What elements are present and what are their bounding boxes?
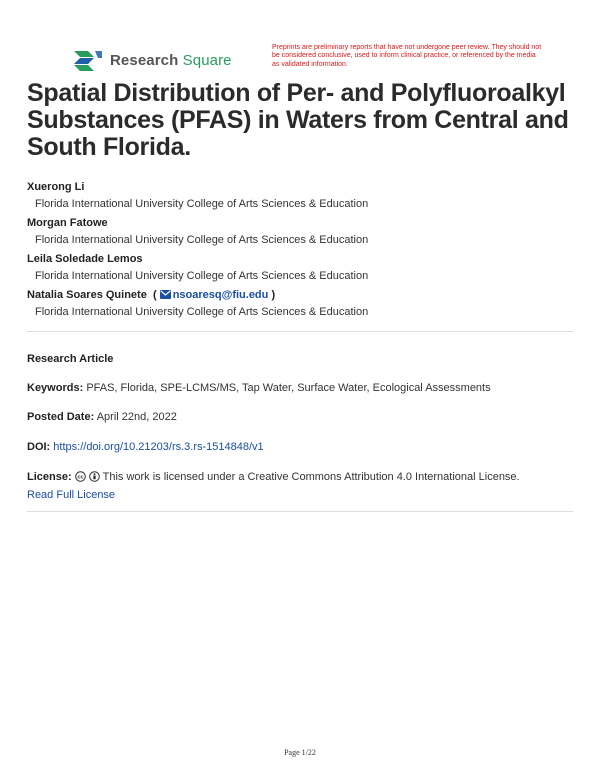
author-list <box>27 179 575 323</box>
keywords-label: Keywords: <box>27 382 84 394</box>
doi-row <box>27 439 575 455</box>
author-name: Morgan Fatowe <box>27 217 108 229</box>
logo-text-primary: Research <box>110 51 179 69</box>
email-close-paren: ) <box>271 289 276 301</box>
svg-text:cc: cc <box>77 474 84 481</box>
author-affiliation: Florida International University College of Arts Sciences & Education <box>35 306 369 318</box>
doi-link[interactable]: https://doi.org/10.21203/rs.3.rs-1514848/v1 <box>53 441 264 453</box>
attribution-icon <box>89 471 100 487</box>
author-name: Leila Soledade Lemos <box>27 253 143 265</box>
page-number: Page 1/22 <box>284 748 316 757</box>
posted-date-row <box>27 409 575 425</box>
research-square-logo[interactable] <box>74 48 232 72</box>
corresponding-author <box>27 287 575 304</box>
posted-date-label: Posted Date: <box>27 411 95 423</box>
preprint-notice: Preprints are preliminary reports that have not undergone peer review. They should not be considered conclusive, used to inform clinical practice, or referenced by the media as validated information. <box>272 44 542 68</box>
author-name: Natalia Soares Quinete <box>27 289 147 301</box>
divider <box>27 331 573 332</box>
license-text: This work is licensed under a Creative Commons Attribution 4.0 International License. <box>102 471 520 483</box>
logo-text-secondary: Square <box>182 51 232 69</box>
keywords-value: PFAS, Florida, SPE-LCMS/MS, Tap Water, Surface Water, Ecological Assessments <box>86 382 491 394</box>
divider <box>27 511 573 512</box>
keywords-row <box>27 380 575 396</box>
doi-label: DOI: <box>27 441 51 453</box>
creative-commons-icon <box>75 471 86 487</box>
author-affiliation: Florida International University College of Arts Sciences & Education <box>35 198 369 210</box>
article-type-row <box>27 351 575 367</box>
author-name: Xuerong Li <box>27 181 85 193</box>
author-email: nsoaresq@fiu.edu <box>172 289 269 301</box>
envelope-icon <box>160 290 171 299</box>
paper-title: Spatial Distribution of Per- and Polyfluoroalkyl Substances (PFAS) in Waters from Central and South Florida. <box>27 79 569 161</box>
research-square-logo-icon <box>74 48 102 72</box>
author-affiliation: Florida International University College of Arts Sciences & Education <box>35 270 369 282</box>
license-label: License: <box>27 471 72 483</box>
logo-text <box>110 52 232 69</box>
posted-date-value: April 22nd, 2022 <box>96 411 177 423</box>
header <box>74 44 544 78</box>
read-full-license-link[interactable]: Read Full License <box>27 489 116 501</box>
email-open-paren: ( <box>149 289 157 301</box>
author-email-link[interactable] <box>160 289 272 301</box>
author-affiliation: Florida International University College of Arts Sciences & Education <box>35 234 369 246</box>
license-row <box>27 469 575 503</box>
article-type: Research Article <box>27 353 114 365</box>
